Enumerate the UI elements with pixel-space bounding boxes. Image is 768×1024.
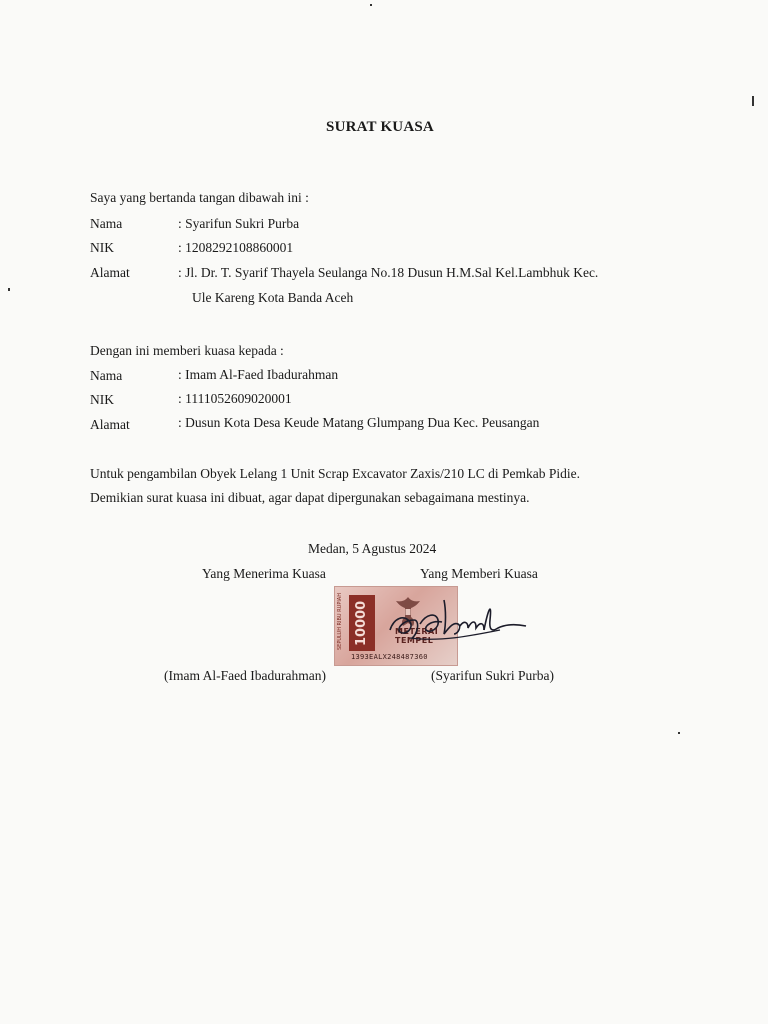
receiver-nik-value: : 1111052609020001 (178, 391, 292, 406)
giver-nik-value: : 1208292108860001 (178, 240, 294, 255)
receiver-address-value: : Dusun Kota Desa Keude Matang Glumpang Dua Kec. Peusangan (178, 415, 540, 430)
giver-caption: Yang Memberi Kuasa (420, 566, 538, 581)
scan-speck (678, 732, 680, 734)
stamp-serial: 1393EALX248487360 (351, 653, 428, 661)
closing-line: Demikian surat kuasa ini dibuat, agar dapat dipergunakan sebagaimana mestinya. (90, 490, 530, 505)
place-date: Medan, 5 Agustus 2024 (308, 541, 437, 556)
receiver-address-label: Alamat (90, 417, 130, 432)
giver-nik-label: NIK (90, 240, 114, 255)
giver-address-line1: : Jl. Dr. T. Syarif Thayela Seulanga No.18 Dusun H.M.Sal Kel.Lambhuk Kec. (178, 265, 599, 280)
stamp-label-line1: METERAI (395, 627, 439, 636)
giver-name-label: Nama (90, 216, 123, 231)
giver-address-label: Alamat (90, 265, 130, 280)
stamp-value: 10000 (349, 595, 375, 651)
document-title: SURAT KUASA (326, 119, 434, 135)
receiver-caption: Yang Menerima Kuasa (202, 566, 326, 581)
giver-address-line2: Ule Kareng Kota Banda Aceh (192, 290, 354, 305)
scan-speck (8, 288, 10, 291)
receiver-intro: Dengan ini memberi kuasa kepada : (90, 343, 284, 358)
stamp-side-text: SEPULUH RIBU RUPIAH (337, 593, 343, 650)
stamp-label-line2: TEMPEL (395, 636, 434, 645)
scan-speck (370, 4, 372, 6)
giver-signed-name: (Syarifun Sukri Purba) (431, 668, 554, 683)
scan-speck (752, 96, 754, 106)
receiver-name-label: Nama (90, 368, 123, 383)
handwritten-signature (380, 590, 530, 660)
receiver-signed-name: (Imam Al-Faed Ibadurahman) (164, 668, 326, 683)
giver-name-value: : Syarifun Sukri Purba (178, 216, 300, 231)
purpose-line: Untuk pengambilan Obyek Lelang 1 Unit Scrap Excavator Zaxis/210 LC di Pemkab Pidie. (90, 466, 581, 481)
giver-intro: Saya yang bertanda tangan dibawah ini : (90, 190, 309, 205)
receiver-name-value: : Imam Al-Faed Ibadurahman (178, 367, 339, 382)
receiver-nik-label: NIK (90, 392, 114, 407)
